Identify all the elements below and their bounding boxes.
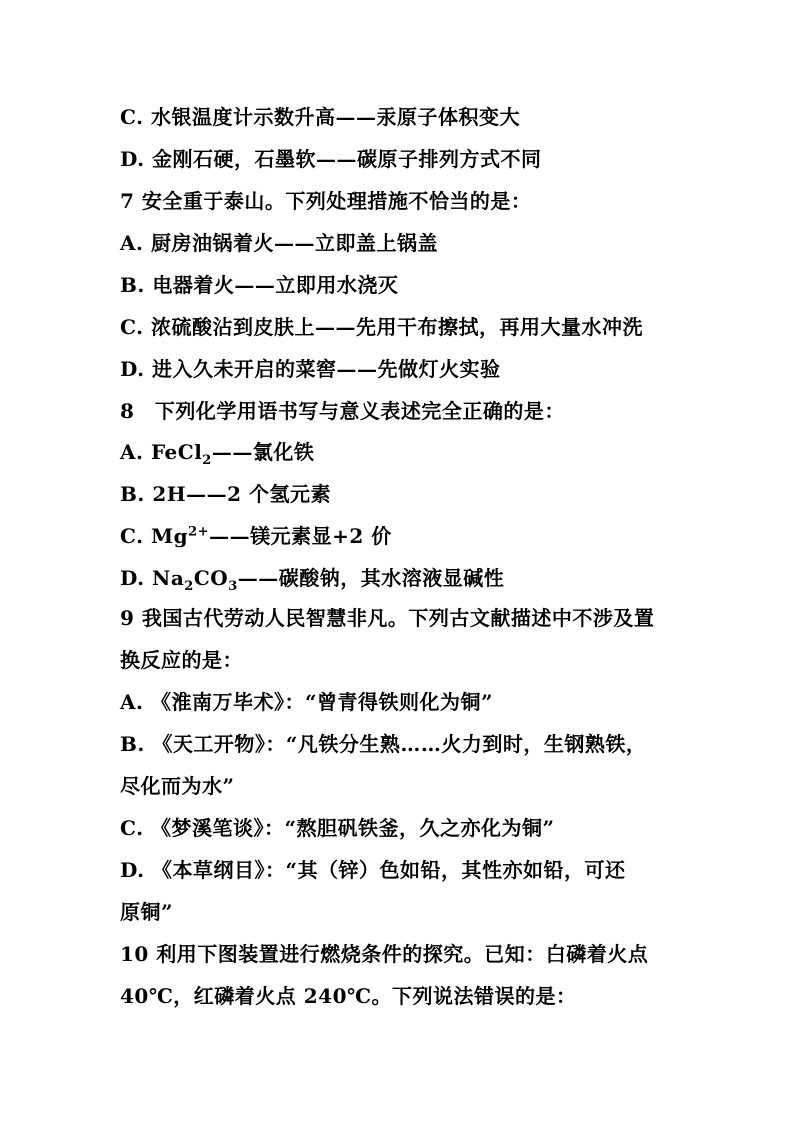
q8-a-suffix: ——氯化铁 (211, 440, 315, 464)
q8-a-prefix: A. FeCl (120, 440, 203, 464)
q8-option-a (120, 440, 720, 468)
q8-d-prefix: D. Na (120, 566, 185, 590)
q8-c-prefix: C. Mg (120, 524, 189, 548)
q6-option-d: D. 金刚石硬，石墨软——碳原子排列方式不同 (120, 147, 542, 171)
q9-option-a: A. 《淮南万毕术》：“曾青得铁则化为铜” (120, 690, 493, 714)
q8-c-suffix: ——镁元素显+2 价 (209, 524, 392, 548)
q8-c-superscript: 2+ (188, 524, 210, 540)
q9-option-b-line-1: B. 《天工开物》：“凡铁分生熟……火力到时，生钢熟铁， (120, 732, 647, 756)
q8-d-mid: CO (193, 566, 229, 590)
q8-d-subscript-2: 3 (228, 579, 238, 594)
q9-stem-line-1: 9 我国古代劳动人民智慧非凡。下列古文献描述中不涉及置 (120, 606, 655, 630)
q8-option-c (120, 524, 720, 548)
q7-option-b: B. 电器着火——立即用水浇灭 (120, 273, 399, 297)
q9-option-b-line-2: 尽化而为水” (120, 774, 235, 798)
q7-option-c: C. 浓硫酸沾到皮肤上——先用干布擦拭，再用大量水冲洗 (120, 315, 643, 339)
q9-option-c: C. 《梦溪笔谈》：“熬胆矾铁釜，久之亦化为铜” (120, 816, 555, 840)
q8-stem: 8 下列化学用语书写与意义表述完全正确的是： (120, 399, 565, 423)
q7-stem: 7 安全重于泰山。下列处理措施不恰当的是： (120, 189, 532, 213)
q8-d-subscript-1: 2 (184, 579, 194, 594)
q7-option-d: D. 进入久未开启的菜窖——先做灯火实验 (120, 357, 501, 381)
q9-option-d-line-1: D. 《本草纲目》：“其（锌）色如铅，其性亦如铅，可还 (120, 858, 626, 882)
q8-option-d (120, 566, 720, 594)
q10-stem-line-2: 40℃，红磷着火点 240℃。下列说法错误的是： (120, 984, 577, 1008)
q6-option-c: C. 水银温度计示数升高——汞原子体积变大 (120, 105, 520, 129)
q8-a-subscript: 2 (202, 453, 212, 468)
q9-stem-line-2: 换反应的是： (120, 648, 243, 672)
q8-option-b: B. 2H——2 个氢元素 (120, 482, 332, 506)
q7-option-a: A. 厨房油锅着火——立即盖上锅盖 (120, 231, 438, 255)
q9-option-d-line-2: 原铜” (120, 900, 174, 924)
q10-stem-line-1: 10 利用下图装置进行燃烧条件的探究。已知：白磷着火点 (120, 942, 649, 966)
q8-d-suffix: ——碳酸钠，其水溶液显碱性 (237, 566, 505, 590)
